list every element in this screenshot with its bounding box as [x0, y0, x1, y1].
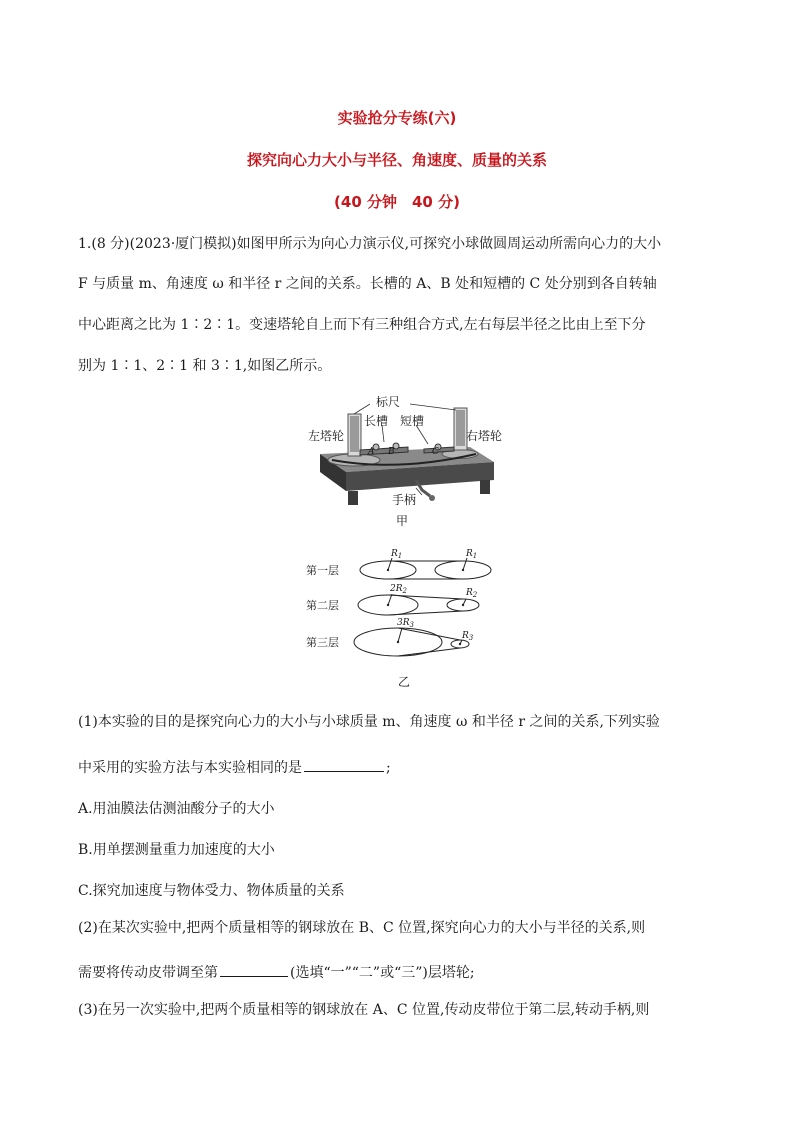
q1-line-1: 1.(8 分)(2023·厦门模拟)如图甲所示为向心力演示仪,可探究小球做圆周运动所需向心力的大小 — [78, 236, 662, 252]
layer-3-belt-top — [398, 628, 460, 640]
sub2-line-2-text: 需要将传动皮带调至第 — [78, 965, 218, 981]
leader-ruler-right — [410, 404, 456, 410]
sub1-line-2-text: 中采用的实验方法与本实验相同的是 — [78, 760, 302, 776]
leader-ruler-left — [354, 404, 370, 414]
handle-knob — [429, 495, 435, 501]
layer-2-right-radius-label: $R_2$ — [466, 588, 478, 599]
layer-2-label: 第二层 — [306, 599, 339, 612]
label-ruler: 标尺 — [376, 395, 401, 409]
caption-jia: 甲 — [396, 514, 409, 528]
label-c: C — [432, 447, 439, 457]
layer-2-right-center — [462, 604, 464, 606]
layer-3-left-radius-label: $3R_3$ — [397, 618, 414, 629]
q1-line-4: 别为 1∶1、2∶1 和 3∶1,如图乙所示。 — [78, 358, 332, 374]
layer-3-label: 第三层 — [306, 636, 339, 649]
sub2-line-2 — [78, 962, 718, 980]
label-a: A — [368, 447, 375, 457]
layer-1-right-radius-label: $R_1$ — [466, 549, 478, 560]
layer-1-right-radius — [463, 558, 467, 570]
answer-blank-2[interactable] — [220, 962, 288, 977]
sub3-line-1: (3)在另一次实验中,把两个质量相等的钢球放在 A、C 位置,传动皮带位于第二层,转动手柄,则 — [78, 1002, 650, 1018]
figure-yi — [298, 540, 508, 690]
layer-1-left-center — [387, 569, 389, 571]
time-score: (40 分钟 40 分) — [334, 193, 460, 211]
q1-line-2: F 与质量 m、角速度 ω 和半径 r 之间的关系。长槽的 A、B 处和短槽的 C 处分别到各自转轴 — [78, 276, 657, 292]
layer-2-left-center — [387, 604, 389, 606]
figure-jia — [298, 392, 508, 532]
layer-3-right-center — [459, 643, 461, 645]
option-b: B.用单摆测量重力加速度的大小 — [78, 842, 275, 858]
page-title: 实验抢分专练(六) — [337, 109, 457, 127]
sub1-line-2 — [78, 757, 718, 775]
label-long-slot: 长槽 — [364, 414, 389, 428]
label-left-wheel: 左塔轮 — [308, 429, 345, 443]
label-right-wheel: 右塔轮 — [466, 429, 503, 443]
label-handle: 手柄 — [392, 493, 417, 507]
sub2-line-2-end: (选填“一”“二”或“三”)层塔轮; — [290, 965, 475, 981]
answer-blank-1[interactable] — [304, 757, 384, 772]
layer-3-left-radius — [398, 628, 402, 642]
option-a: A.用油膜法估测油酸分子的大小 — [78, 801, 275, 817]
layer-1-left-radius — [388, 558, 392, 570]
layer-1-left-radius-label: $R_1$ — [391, 549, 403, 560]
leg-right — [480, 480, 490, 494]
layer-2-left-radius-label: $2R_2$ — [390, 584, 407, 595]
option-c: C.探究加速度与物体受力、物体质量的关系 — [78, 883, 345, 899]
sub2-line-1: (2)在某次实验中,把两个质量相等的钢球放在 B、C 位置,探究向心力的大小与半径的关系,则 — [78, 920, 646, 936]
layer-2-belt-top — [388, 595, 463, 599]
left-ruler-scale — [350, 416, 359, 452]
label-short-slot: 短槽 — [400, 414, 425, 428]
layer-3-right-radius-label: $R_3$ — [462, 631, 474, 642]
leg-left — [348, 491, 358, 505]
page-subtitle: 探究向心力大小与半径、角速度、质量的关系 — [246, 151, 547, 169]
layer-3-left-center — [397, 641, 399, 643]
layer-2-belt-bottom — [388, 611, 463, 615]
layer-1-right-center — [462, 569, 464, 571]
caption-yi: 乙 — [398, 675, 411, 689]
sub1-line-1: (1)本实验的目的是探究向心力的大小与小球质量 m、角速度 ω 和半径 r 之间的关系,下列实验 — [78, 714, 660, 730]
right-ruler-scale — [456, 410, 465, 446]
layer-2-left-radius — [388, 594, 392, 605]
layer-3-belt-bottom — [398, 648, 460, 656]
label-b: B — [388, 447, 395, 457]
layer-1-label: 第一层 — [306, 564, 339, 577]
sub1-line-2-end: ; — [386, 760, 391, 776]
q1-line-3: 中心距离之比为 1∶2∶1。变速塔轮自上而下有三种组合方式,左右每层半径之比由上至下分 — [78, 317, 646, 333]
